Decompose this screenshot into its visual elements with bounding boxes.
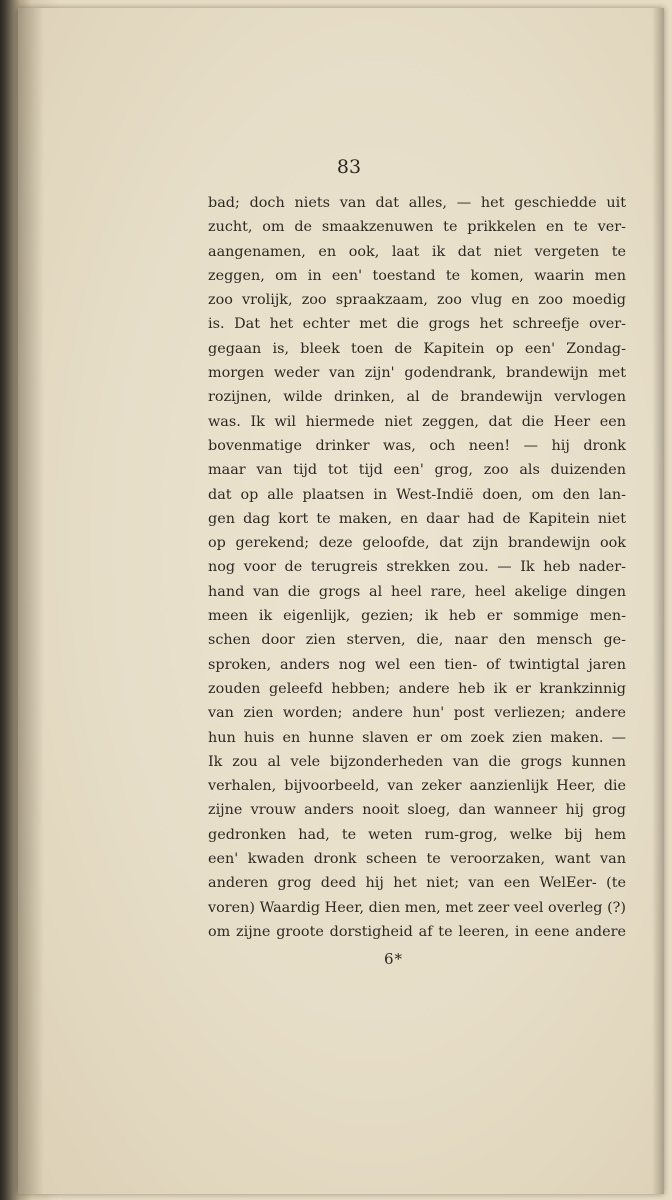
text-line: dat op alle plaatsen in West-Indië doen, om den lan- [208, 486, 626, 503]
text-line: schen door zien sterven, die, naar den mensch ge- [208, 632, 626, 649]
text-line: hand van die grogs al heel rare, heel akelige dingen [208, 583, 626, 600]
text-line: om zijne groote dorstigheid af te leeren, in eene andere [208, 923, 626, 940]
text-line: Ik zou al vele bijzonderheden van die grogs kunnen [208, 753, 626, 770]
text-line: aangenamen, en ook, laat ik dat niet vergeten te [208, 243, 626, 260]
text-line: zucht, om de smaakzenuwen te prikkelen en te ver- [208, 219, 626, 236]
text-line: nog voor de terugreis strekken zou. — Ik heb nader- [208, 559, 626, 576]
text-line: sproken, anders nog wel een tien- of twintigtal jaren [208, 656, 626, 673]
text-line: op gerekend; deze geloofde, dat zijn brandewijn ook [208, 535, 626, 552]
text-line: bad; doch niets van dat alles, — het geschiedde uit [208, 195, 626, 211]
text-line: meen ik eigenlijk, gezien; ik heb er sommige men- [208, 608, 626, 625]
text-line: zouden geleefd hebben; andere heb ik er krankzinnig [208, 680, 626, 697]
text-line: bovenmatige drinker was, och neen! — hij dronk [208, 437, 626, 454]
text-line: zeggen, om in een' toestand te komen, waarin men [208, 267, 626, 284]
text-line: zijne vrouw anders nooit sloeg, dan wanneer hij grog [208, 802, 626, 819]
text-line: anderen grog deed hij het niet; van een WelEer- (te [208, 875, 626, 892]
text-line: gen dag kort te maken, en daar had de Kapitein niet [208, 510, 626, 527]
text-line: rozijnen, wilde drinken, al de brandewijn vervlogen [208, 389, 626, 406]
text-line: hun huis en hunne slaven er om zoek zien maken. — [208, 729, 626, 746]
text-line: is. Dat het echter met die grogs het schreefje over- [208, 316, 626, 333]
text-line: een' kwaden dronk scheen te veroorzaken, want van [208, 851, 626, 868]
edge-shadow [652, 8, 664, 1194]
book-page [18, 8, 664, 1194]
page-number: 83 [336, 156, 362, 178]
body-text [208, 191, 626, 944]
text-line: gedronken had, te weten rum-grog, welke bij hem [208, 826, 626, 843]
text-line: gegaan is, bleek toen de Kapitein op een' Zondag- [208, 340, 626, 357]
text-line: voren) Waardig Heer, dien men, met zeer veel overleg (?) [208, 899, 626, 916]
gutter-shadow [18, 8, 44, 1194]
text-line: was. Ik wil hiermede niet zeggen, dat die Heer een [208, 413, 626, 430]
signature-mark: 6* [384, 950, 404, 968]
text-line: morgen weder van zijn' godendrank, brandewijn met [208, 365, 626, 382]
text-line: van zien worden; andere hun' post verliezen; andere [208, 705, 626, 722]
text-line: verhalen, bijvoorbeeld, van zeker aanzienlijk Heer, die [208, 778, 626, 795]
text-line: zoo vrolijk, zoo spraakzaam, zoo vlug en zoo moedig [208, 292, 626, 309]
text-line: maar van tijd tot tijd een' grog, zoo als duizenden [208, 462, 626, 479]
